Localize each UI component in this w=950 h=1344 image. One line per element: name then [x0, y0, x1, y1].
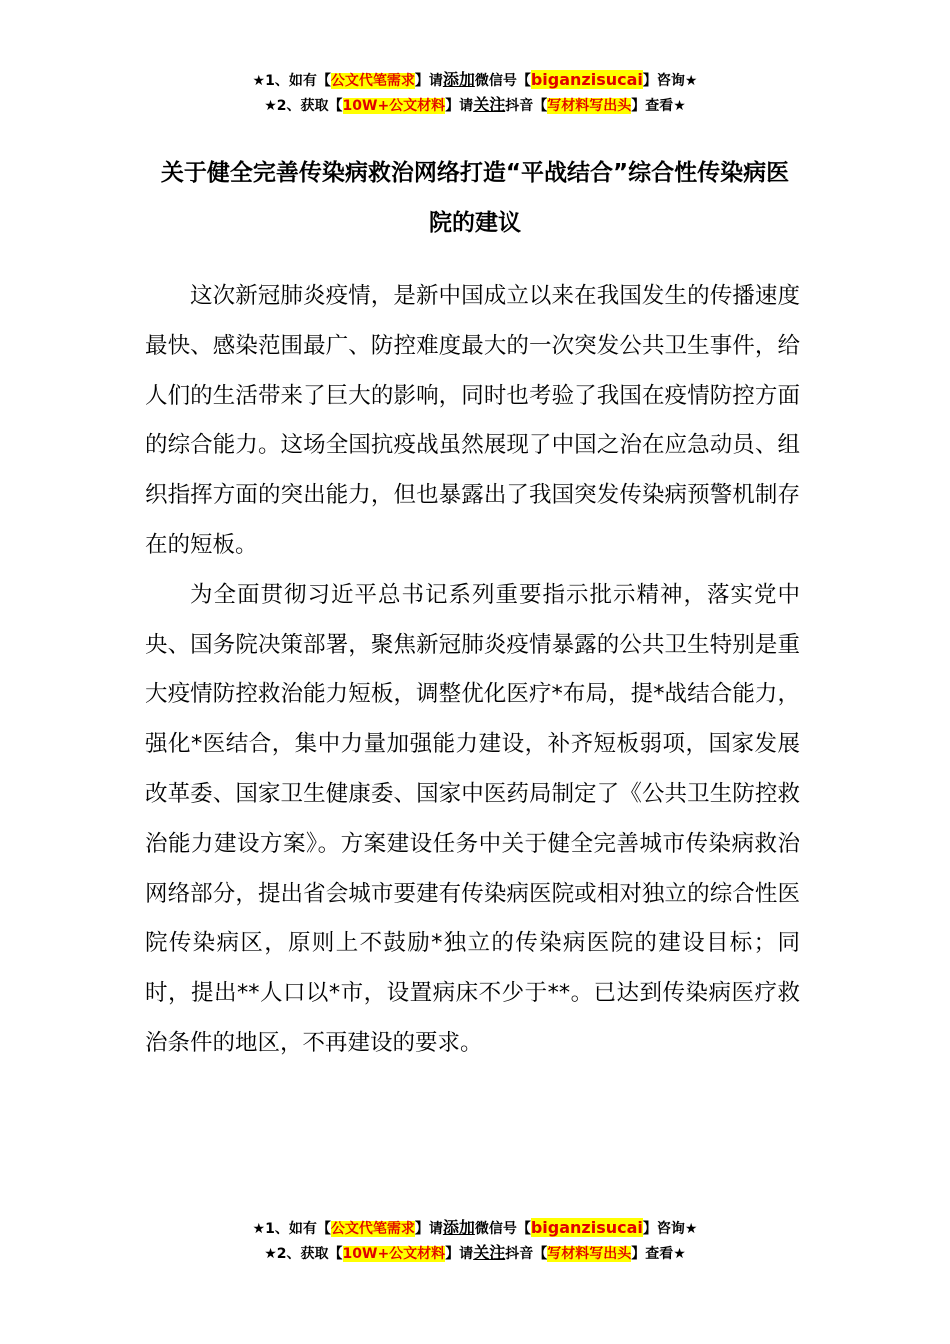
highlight-materials: 10W+公文材料 [342, 1246, 446, 1262]
banner-line-1: ★1、如有【公文代笔需求】请添加微信号【biganzisucai】咨询★ [252, 1218, 698, 1237]
highlight-douyin-account: 写材料写出头 [547, 98, 632, 114]
document-title: 关于健全完善传染病救治网络打造“平战结合”综合性传染病医院的建议 [160, 160, 790, 236]
banner-line-1: ★1、如有【公文代笔需求】请添加微信号【biganzisucai】咨询★ [252, 70, 698, 89]
highlight-materials: 10W+公文材料 [342, 98, 446, 114]
highlight-wechat-id: biganzisucai [530, 70, 643, 89]
footer-banner [0, 1216, 950, 1266]
banner-line-2: ★2、获取【10W+公文材料】请关注抖音【写材料写出头】查看★ [264, 1243, 686, 1262]
highlight-service: 公文代笔需求 [330, 73, 415, 89]
header-banner [0, 68, 950, 118]
highlight-service: 公文代笔需求 [330, 1221, 415, 1237]
document-body [145, 272, 800, 1069]
highlight-wechat-id: biganzisucai [530, 1218, 643, 1237]
paragraph-1: 这次新冠肺炎疫情，是新中国成立以来在我国发生的传播速度最快、感染范围最广、防控难度最大的一次突发公共卫生事件，给人们的生活带来了巨大的影响，同时也考验了我国在疫情防控方面的综合能力。这场全国抗疫战虽然展现了中国之治在应急动员、组织指挥方面的突出能力，但也暴露出了我国突发传染病预警机制存在的短板。 [145, 283, 800, 558]
highlight-douyin-account: 写材料写出头 [547, 1246, 632, 1262]
banner-line-2: ★2、获取【10W+公文材料】请关注抖音【写材料写出头】查看★ [264, 95, 686, 114]
paragraph-2: 为全面贯彻习近平总书记系列重要指示批示精神，落实党中央、国务院决策部署，聚焦新冠肺炎疫情暴露的公共卫生特别是重大疫情防控救治能力短板，调整优化医疗*布局，提*战结合能力，强化*医结合，集中力量加强能力建设，补齐短板弱项，国家发展改革委、国家卫生健康委、国家中医药局制定了《公共卫生防控救治能力建设方案》。方案建设任务中关于健全完善城市传染病救治网络部分，提出省会城市要建有传染病医院或相对独立的综合性医院传染病区，原则上不鼓励*独立的传染病医院的建设目标；同时，提出**人口以*市，设置病床不少于**。已达到传染病医疗救治条件的地区，不再建设的要求。 [145, 581, 800, 1056]
